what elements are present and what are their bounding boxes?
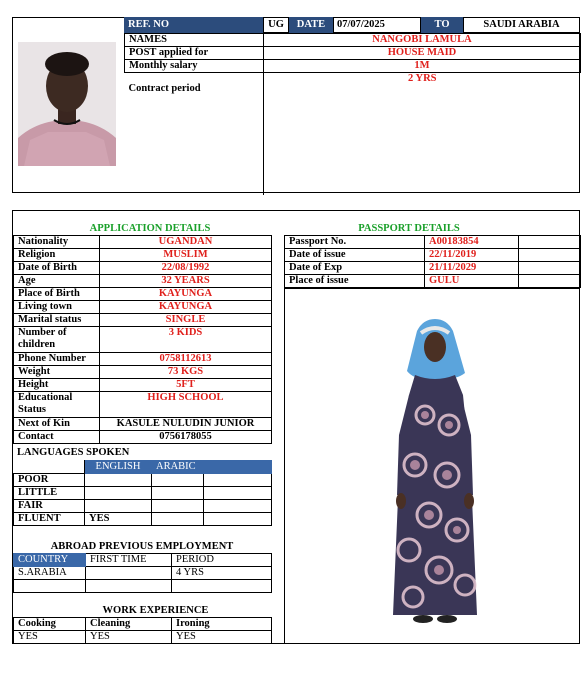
languages-header-blank <box>14 461 85 474</box>
passport-filler-3 <box>519 262 581 275</box>
table-row <box>14 487 272 500</box>
poor-filler <box>204 474 272 487</box>
to-label: TO <box>421 17 463 33</box>
passport-filler-1 <box>519 236 581 249</box>
cleaning-value: YES <box>86 631 172 644</box>
ironing-value: YES <box>172 631 272 644</box>
phone-label: Phone Number <box>14 353 100 366</box>
languages-table <box>13 460 272 526</box>
passport-filler-4 <box>519 275 581 288</box>
fluent-filler <box>204 513 272 526</box>
application-details-table <box>13 235 272 444</box>
little-arabic <box>152 487 204 500</box>
employment-period: 4 YRS <box>172 567 272 580</box>
weight-value: 73 KGS <box>100 366 272 379</box>
work-experience-title: WORK EXPERIENCE <box>102 605 209 616</box>
names-label: NAMES <box>125 34 264 47</box>
ref-no-label: REF. NO <box>124 17 263 33</box>
little-label: LITTLE <box>14 487 85 500</box>
passport-details-title: PASSPORT DETAILS <box>358 223 460 234</box>
header-info-table <box>124 33 581 195</box>
children-value: 3 KIDS <box>100 327 272 353</box>
table-row <box>14 314 272 327</box>
country-column-header: COUNTRY <box>14 554 86 567</box>
contact-value: 0756178055 <box>100 431 272 444</box>
contact-label: Contact <box>14 431 100 444</box>
post-label: POST applied for <box>125 47 264 60</box>
fluent-arabic <box>152 513 204 526</box>
post-value: HOUSE MAID <box>264 47 581 60</box>
marital-status-label: Marital status <box>14 314 100 327</box>
names-row <box>125 34 581 47</box>
date-of-exp-label: Date of Exp <box>285 262 425 275</box>
table-row <box>14 249 272 262</box>
application-details-title: APPLICATION DETAILS <box>89 223 211 234</box>
table-row <box>14 262 272 275</box>
table-row <box>14 580 272 593</box>
employment-table <box>13 553 272 593</box>
contract-row <box>125 73 581 196</box>
education-label: Educational Status <box>14 392 100 418</box>
poor-arabic <box>152 474 204 487</box>
poor-english <box>85 474 152 487</box>
place-of-issue-label: Place of issue <box>285 275 425 288</box>
next-of-kin-label: Next of Kin <box>14 418 100 431</box>
passport-details-table <box>284 235 581 288</box>
table-row <box>285 262 581 275</box>
dob-value: 22/08/1992 <box>100 262 272 275</box>
nationality-label: Nationality <box>14 236 100 249</box>
living-town-value: KAYUNGA <box>100 301 272 314</box>
marital-status-value: SINGLE <box>100 314 272 327</box>
employment-blank-3 <box>172 580 272 593</box>
religion-label: Religion <box>14 249 100 262</box>
table-row <box>14 236 272 249</box>
table-row <box>14 474 272 487</box>
applicant-portrait-photo <box>18 42 116 166</box>
place-of-issue-value: GULU <box>425 275 519 288</box>
table-row <box>285 249 581 262</box>
work-experience-table <box>13 617 272 644</box>
next-of-kin-value: KASULE NULUDIN JUNIOR <box>100 418 272 431</box>
place-of-birth-label: Place of Birth <box>14 288 100 301</box>
salary-row <box>125 60 581 73</box>
table-row <box>14 366 272 379</box>
phone-value: 0758112613 <box>100 353 272 366</box>
table-row <box>14 567 272 580</box>
table-row <box>14 275 272 288</box>
little-english <box>85 487 152 500</box>
employment-first-time <box>86 567 172 580</box>
arabic-column-header: ARABIC <box>152 461 204 474</box>
languages-header-row <box>14 461 272 474</box>
employment-blank-1 <box>14 580 86 593</box>
table-row <box>14 327 272 353</box>
age-value: 32 YEARS <box>100 275 272 288</box>
post-row <box>125 47 581 60</box>
table-row <box>14 431 272 444</box>
destination-value: SAUDI ARABIA <box>463 17 580 33</box>
living-town-label: Living town <box>14 301 100 314</box>
fluent-english: YES <box>85 513 152 526</box>
employment-country: S.ARABIA <box>14 567 86 580</box>
fair-english <box>85 500 152 513</box>
cleaning-header: Cleaning <box>86 618 172 631</box>
table-row <box>14 513 272 526</box>
fluent-label: FLUENT <box>14 513 85 526</box>
education-value: HIGH SCHOOL <box>100 392 272 418</box>
fair-label: FAIR <box>14 500 85 513</box>
ref-code: UG <box>263 17 289 33</box>
period-column-header: PERIOD <box>172 554 272 567</box>
employment-header-row <box>14 554 272 567</box>
table-row <box>285 236 581 249</box>
date-of-exp-value: 21/11/2029 <box>425 262 519 275</box>
ironing-header: Ironing <box>172 618 272 631</box>
place-of-birth-value: KAYUNGA <box>100 288 272 301</box>
table-row <box>285 275 581 288</box>
date-of-issue-label: Date of issue <box>285 249 425 262</box>
height-value: 5FT <box>100 379 272 392</box>
date-of-issue-value: 22/11/2019 <box>425 249 519 262</box>
poor-label: POOR <box>14 474 85 487</box>
cooking-header: Cooking <box>14 618 86 631</box>
salary-label: Monthly salary <box>125 60 264 73</box>
work-header-row <box>14 618 272 631</box>
date-value: 07/07/2025 <box>333 17 421 33</box>
table-row <box>14 500 272 513</box>
english-column-header: ENGLISH <box>85 461 152 474</box>
weight-label: Weight <box>14 366 100 379</box>
cooking-value: YES <box>14 631 86 644</box>
height-label: Height <box>14 379 100 392</box>
table-row <box>14 418 272 431</box>
table-row <box>14 392 272 418</box>
table-row <box>14 288 272 301</box>
names-value: NANGOBI LAMULA <box>264 34 581 47</box>
age-label: Age <box>14 275 100 288</box>
languages-header-filler <box>204 461 272 474</box>
dob-label: Date of Birth <box>14 262 100 275</box>
passport-filler-2 <box>519 249 581 262</box>
table-row <box>14 353 272 366</box>
little-filler <box>204 487 272 500</box>
contract-label: Contract period <box>125 73 264 196</box>
applicant-full-body-photo <box>385 315 485 625</box>
languages-title: LANGUAGES SPOKEN <box>17 447 130 458</box>
date-label: DATE <box>289 17 333 33</box>
table-row <box>14 301 272 314</box>
first-time-column-header: FIRST TIME <box>86 554 172 567</box>
employment-blank-2 <box>86 580 172 593</box>
fair-arabic <box>152 500 204 513</box>
table-row <box>14 379 272 392</box>
children-label: Number of children <box>14 327 100 353</box>
employment-title: ABROAD PREVIOUS EMPLOYMENT <box>50 541 234 552</box>
passport-no-value: A00183854 <box>425 236 519 249</box>
fair-filler <box>204 500 272 513</box>
salary-value: 1M <box>264 60 581 73</box>
nationality-value: UGANDAN <box>100 236 272 249</box>
contract-value: 2 YRS <box>264 73 581 196</box>
table-row <box>14 631 272 644</box>
religion-value: MUSLIM <box>100 249 272 262</box>
passport-no-label: Passport No. <box>285 236 425 249</box>
